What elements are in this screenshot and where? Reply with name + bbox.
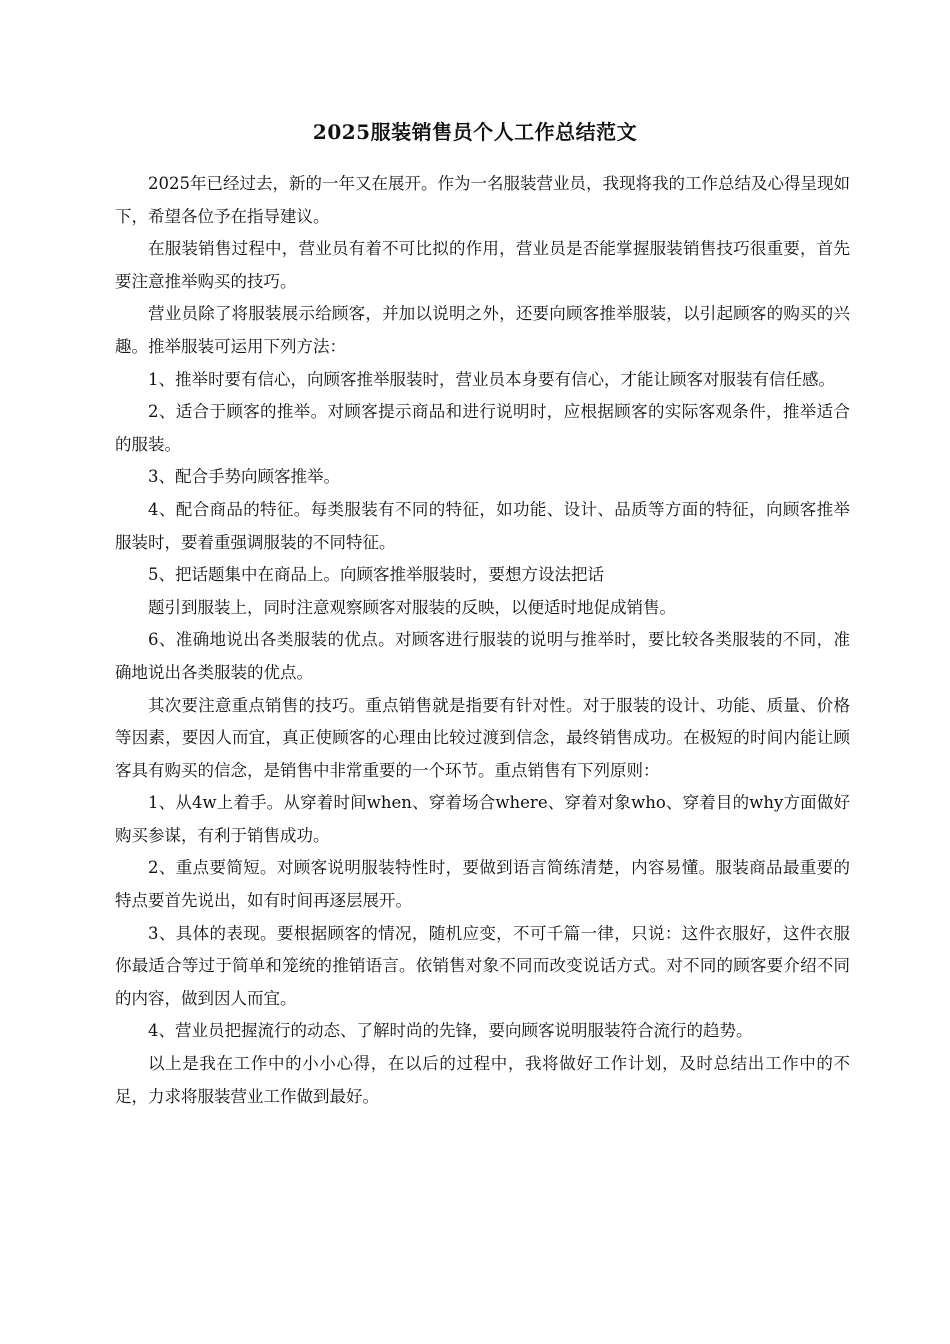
paragraph-method-1: 1、推举时要有信心，向顾客推举服装时，营业员本身要有信心，才能让顾客对服装有信任感。 <box>148 369 835 389</box>
paragraph-key-sales: 其次要注意重点销售的技巧。重点销售就是指要有针对性。对于服装的设计、功能、质量、价格等因素，要因人而宜，真正使顾客的心理由比较过渡到信念，最终销售成功。在极短的时间内能让顾客具有购买的信念，是销售中非常重要的一个环节。重点销售有下列原则： <box>115 695 850 780</box>
document-body <box>115 168 850 1113</box>
paragraph-method-5: 5、把话题集中在商品上。向顾客推举服装时，要想方设法把话 <box>148 565 604 585</box>
paragraph-method-4: 4、配合商品的特征。每类服装有不同的特征，如功能、设计、品质等方面的特征，向顾客推举服装时，要着重强调服装的不同特征。 <box>115 499 850 552</box>
paragraph-conclusion: 以上是我在工作中的小小心得，在以后的过程中，我将做好工作计划，及时总结出工作中的不足，力求将服装营业工作做到最好。 <box>115 1054 850 1106</box>
paragraph-method-3: 3、配合手势向顾客推举。 <box>148 467 340 487</box>
paragraph-principle-4: 4、营业员把握流行的动态、了解时尚的先锋，要向顾客说明服装符合流行的趋势。 <box>148 1021 753 1041</box>
paragraph-principle-3: 3、具体的表现。要根据顾客的情况，随机应变，不可千篇一律，只说：这件衣服好，这件衣服你最适合等过于简单和笼统的推销语言。依销售对象不同而改变说话方式。对不同的顾客要介绍不同的内容，做到因人而宜。 <box>115 923 850 1008</box>
paragraph-recommend-methods: 营业员除了将服装展示给顾客，并加以说明之外，还要向顾客推举服装，以引起顾客的购买的兴趣。推举服装可运用下列方法： <box>115 304 850 356</box>
paragraph-intro: 2025年已经过去，新的一年又在展开。作为一名服装营业员，我现将我的工作总结及心得呈现如下，希望各位予在指导建议。 <box>115 174 850 226</box>
paragraph-principle-1: 1、从4w上着手。从穿着时间when、穿着场合where、穿着对象who、穿着目的why方面做好购买参谋，有利于销售成功。 <box>115 793 850 845</box>
paragraph-principle-2: 2、重点要简短。对顾客说明服装特性时，要做到语言简练清楚，内容易懂。服装商品最重要的特点要首先说出，如有时间再逐层展开。 <box>115 858 850 911</box>
paragraph-method-5-cont: 题引到服装上，同时注意观察顾客对服装的反映，以便适时地促成销售。 <box>148 597 676 617</box>
paragraph-method-2: 2、适合于顾客的推举。对顾客提示商品和进行说明时，应根据顾客的实际客观条件，推举适合的服装。 <box>115 402 850 454</box>
paragraph-method-6: 6、准确地说出各类服装的优点。对顾客进行服装的说明与推举时，要比较各类服装的不同，准确地说出各类服装的优点。 <box>115 630 850 682</box>
paragraph-sales-role: 在服装销售过程中，营业员有着不可比拟的作用，营业员是否能掌握服装销售技巧很重要，首先要注意推举购买的技巧。 <box>115 239 850 291</box>
document-title: 2025服装销售员个人工作总结范文 <box>312 120 638 144</box>
